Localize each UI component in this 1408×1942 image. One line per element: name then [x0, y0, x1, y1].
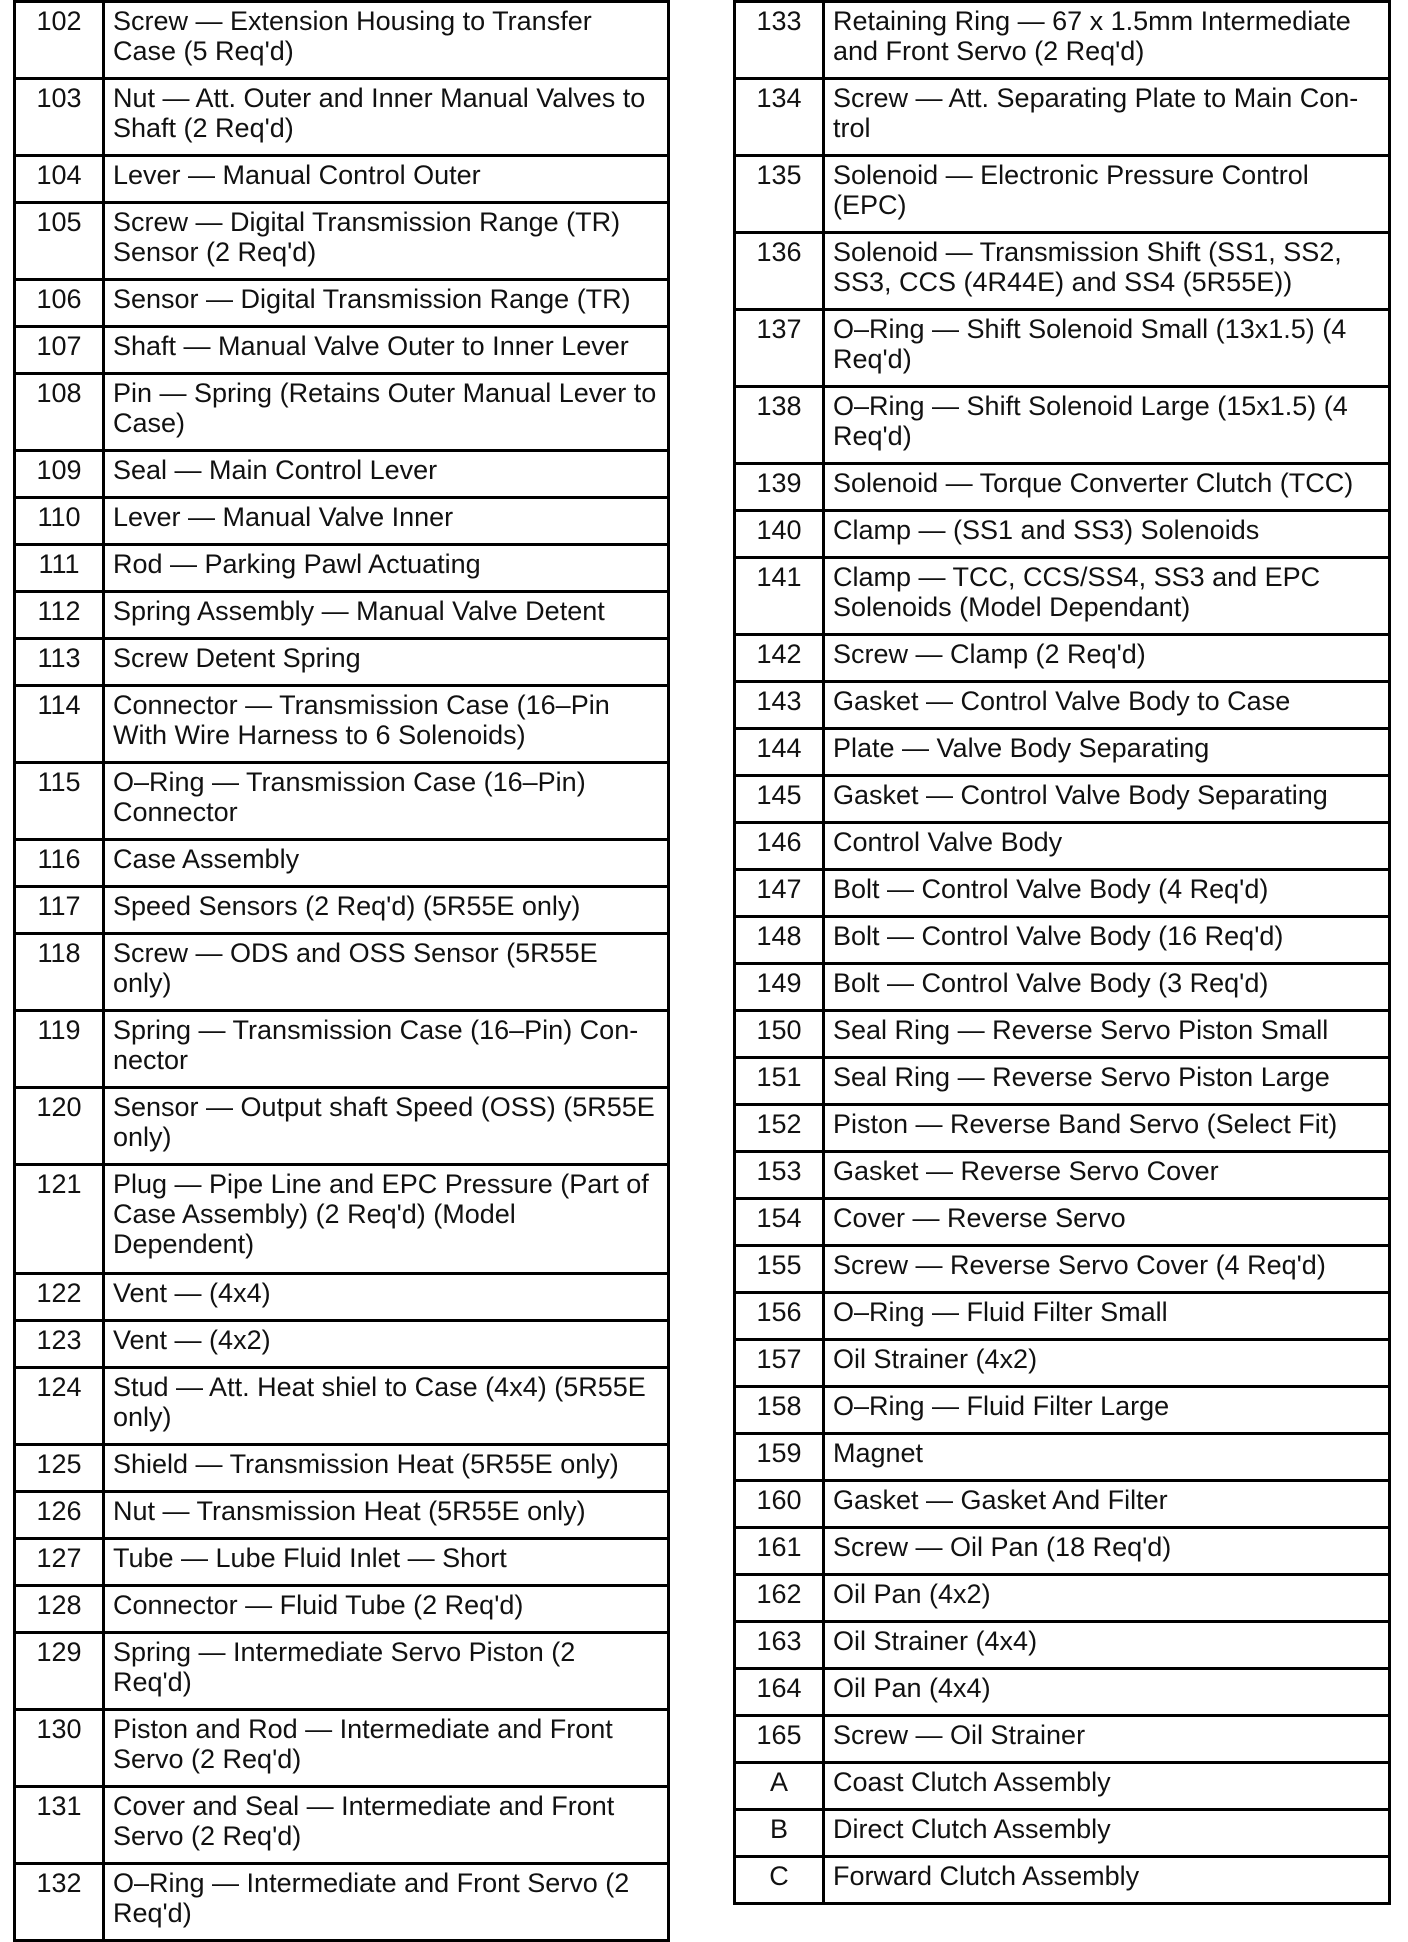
part-number: 144 [735, 729, 824, 776]
table-row [15, 1586, 669, 1633]
part-number: 147 [735, 870, 824, 917]
part-number: 108 [15, 374, 104, 451]
part-number: 109 [15, 451, 104, 498]
part-number: 160 [735, 1481, 824, 1528]
part-number: 151 [735, 1058, 824, 1105]
table-row [735, 729, 1390, 776]
part-description: Speed Sensors (2 Req'd) (5R55E only) [104, 887, 669, 934]
part-number: 124 [15, 1368, 104, 1445]
part-description: Lever — Manual Valve Inner [104, 498, 669, 545]
part-description: Rod — Parking Pawl Actuating [104, 545, 669, 592]
part-number: 122 [15, 1274, 104, 1321]
table-row [735, 2, 1390, 79]
part-number: 164 [735, 1669, 824, 1716]
part-number: 150 [735, 1011, 824, 1058]
part-number: B [735, 1810, 824, 1857]
part-number: 140 [735, 511, 824, 558]
part-description: Control Valve Body [824, 823, 1390, 870]
part-description: Piston and Rod — Intermediate and Front Servo (2 Req'd) [104, 1710, 669, 1787]
table-row [735, 156, 1390, 233]
part-description: O–Ring — Fluid Filter Large [824, 1387, 1390, 1434]
part-description: Vent — (4x2) [104, 1321, 669, 1368]
part-number: 110 [15, 498, 104, 545]
part-number: 135 [735, 156, 824, 233]
part-description: Screw — Extension Housing to Transfer Case (5 Req'd) [104, 2, 669, 79]
part-number: 136 [735, 233, 824, 310]
part-description: Sensor — Output shaft Speed (OSS) (5R55E only) [104, 1088, 669, 1165]
part-description: Connector — Fluid Tube (2 Req'd) [104, 1586, 669, 1633]
part-description: O–Ring — Transmission Case (16–Pin) Connector [104, 763, 669, 840]
part-number: 113 [15, 639, 104, 686]
part-number: 105 [15, 203, 104, 280]
part-description: Gasket — Control Valve Body Separating [824, 776, 1390, 823]
table-row [15, 1445, 669, 1492]
table-row [735, 387, 1390, 464]
part-description: Bolt — Control Valve Body (16 Req'd) [824, 917, 1390, 964]
table-row [735, 1716, 1390, 1763]
table-row [15, 498, 669, 545]
table-row [735, 1152, 1390, 1199]
part-number: A [735, 1763, 824, 1810]
part-description: Nut — Transmission Heat (5R55E only) [104, 1492, 669, 1539]
part-number: 111 [15, 545, 104, 592]
part-number: 127 [15, 1539, 104, 1586]
part-description: Oil Strainer (4x4) [824, 1622, 1390, 1669]
part-description: O–Ring — Fluid Filter Small [824, 1293, 1390, 1340]
parts-table-left [13, 0, 670, 1942]
part-description: Screw Detent Spring [104, 639, 669, 686]
table-row [15, 79, 669, 156]
part-number: 155 [735, 1246, 824, 1293]
table-row [735, 558, 1390, 635]
table-row [735, 823, 1390, 870]
table-row [15, 639, 669, 686]
part-number: 114 [15, 686, 104, 763]
part-description: Stud — Att. Heat shiel to Case (4x4) (5R55E only) [104, 1368, 669, 1445]
part-number: 132 [15, 1864, 104, 1941]
table-row [15, 1787, 669, 1864]
table-row [735, 1293, 1390, 1340]
part-description: Screw — Clamp (2 Req'd) [824, 635, 1390, 682]
table-row [15, 327, 669, 374]
table-row [735, 1105, 1390, 1152]
part-description: Clamp — TCC, CCS/SS4, SS3 and EPC Solenoids (Model Dependant) [824, 558, 1390, 635]
part-number: 115 [15, 763, 104, 840]
table-row [735, 1763, 1390, 1810]
table-row [15, 1864, 669, 1941]
part-number: 137 [735, 310, 824, 387]
part-number: 143 [735, 682, 824, 729]
part-number: 133 [735, 2, 824, 79]
table-row [735, 1669, 1390, 1716]
part-description: Vent — (4x4) [104, 1274, 669, 1321]
part-number: 141 [735, 558, 824, 635]
part-description: Screw — Digital Transmission Range (TR) Sensor (2 Req'd) [104, 203, 669, 280]
table-row [735, 1810, 1390, 1857]
table-row [735, 1622, 1390, 1669]
table-row [15, 1321, 669, 1368]
table-row [15, 686, 669, 763]
table-row [735, 1199, 1390, 1246]
part-number: 116 [15, 840, 104, 887]
part-description: Coast Clutch Assembly [824, 1763, 1390, 1810]
part-description: Sensor — Digital Transmission Range (TR) [104, 280, 669, 327]
part-description: Seal Ring — Reverse Servo Piston Small [824, 1011, 1390, 1058]
part-number: 159 [735, 1434, 824, 1481]
part-description: Cover — Reverse Servo [824, 1199, 1390, 1246]
part-description: Oil Pan (4x4) [824, 1669, 1390, 1716]
table-row [735, 870, 1390, 917]
table-row [15, 1492, 669, 1539]
part-description: Pin — Spring (Retains Outer Manual Lever to Case) [104, 374, 669, 451]
part-description: Solenoid — Electronic Pressure Control (EPC) [824, 156, 1390, 233]
part-description: Oil Strainer (4x2) [824, 1340, 1390, 1387]
part-number: 117 [15, 887, 104, 934]
part-description: Oil Pan (4x2) [824, 1575, 1390, 1622]
part-number: 129 [15, 1633, 104, 1710]
table-row [735, 1575, 1390, 1622]
part-description: Forward Clutch Assembly [824, 1857, 1390, 1904]
part-number: C [735, 1857, 824, 1904]
table-row [735, 1058, 1390, 1105]
part-description: Screw — Att. Separating Plate to Main Con-trol [824, 79, 1390, 156]
table-row [735, 1528, 1390, 1575]
part-number: 142 [735, 635, 824, 682]
part-number: 130 [15, 1710, 104, 1787]
part-description: Gasket — Control Valve Body to Case [824, 682, 1390, 729]
part-number: 161 [735, 1528, 824, 1575]
part-description: Plate — Valve Body Separating [824, 729, 1390, 776]
table-row [735, 464, 1390, 511]
part-description: Seal — Main Control Lever [104, 451, 669, 498]
table-row [15, 545, 669, 592]
part-number: 128 [15, 1586, 104, 1633]
part-number: 104 [15, 156, 104, 203]
part-number: 157 [735, 1340, 824, 1387]
table-row [15, 156, 669, 203]
table-row [735, 1387, 1390, 1434]
part-number: 125 [15, 1445, 104, 1492]
table-row [735, 1857, 1390, 1904]
table-row [735, 1434, 1390, 1481]
table-row [735, 1011, 1390, 1058]
part-description: Solenoid — Transmission Shift (SS1, SS2, SS3, CCS (4R44E) and SS4 (5R55E)) [824, 233, 1390, 310]
table-row [15, 1710, 669, 1787]
table-row [735, 310, 1390, 387]
table-row [15, 1274, 669, 1321]
table-row [735, 1481, 1390, 1528]
part-number: 146 [735, 823, 824, 870]
table-row [15, 451, 669, 498]
table-row [735, 964, 1390, 1011]
table-row [735, 1246, 1390, 1293]
part-description: Cover and Seal — Intermediate and Front Servo (2 Req'd) [104, 1787, 669, 1864]
table-row [15, 203, 669, 280]
part-number: 162 [735, 1575, 824, 1622]
part-number: 106 [15, 280, 104, 327]
part-description: Screw — Reverse Servo Cover (4 Req'd) [824, 1246, 1390, 1293]
part-description: Spring — Transmission Case (16–Pin) Con-nector [104, 1011, 669, 1088]
part-number: 119 [15, 1011, 104, 1088]
parts-table-right [733, 0, 1391, 1905]
part-number: 158 [735, 1387, 824, 1434]
table-row [15, 887, 669, 934]
table-row [15, 763, 669, 840]
part-description: Bolt — Control Valve Body (4 Req'd) [824, 870, 1390, 917]
table-row [735, 776, 1390, 823]
part-number: 139 [735, 464, 824, 511]
table-row [15, 934, 669, 1011]
part-number: 153 [735, 1152, 824, 1199]
part-description: Lever — Manual Control Outer [104, 156, 669, 203]
part-description: Screw — Oil Pan (18 Req'd) [824, 1528, 1390, 1575]
part-number: 148 [735, 917, 824, 964]
part-description: Shield — Transmission Heat (5R55E only) [104, 1445, 669, 1492]
part-number: 156 [735, 1293, 824, 1340]
table-row [735, 79, 1390, 156]
part-number: 103 [15, 79, 104, 156]
part-number: 163 [735, 1622, 824, 1669]
part-description: Gasket — Reverse Servo Cover [824, 1152, 1390, 1199]
table-row [15, 1011, 669, 1088]
table-row [735, 917, 1390, 964]
table-row [15, 592, 669, 639]
part-number: 138 [735, 387, 824, 464]
part-description: Spring Assembly — Manual Valve Detent [104, 592, 669, 639]
table-row [735, 1340, 1390, 1387]
part-number: 102 [15, 2, 104, 79]
part-number: 165 [735, 1716, 824, 1763]
table-row [735, 682, 1390, 729]
part-description: Seal Ring — Reverse Servo Piston Large [824, 1058, 1390, 1105]
part-number: 126 [15, 1492, 104, 1539]
part-description: Piston — Reverse Band Servo (Select Fit) [824, 1105, 1390, 1152]
part-description: Case Assembly [104, 840, 669, 887]
part-description: Retaining Ring — 67 x 1.5mm Intermediate and Front Servo (2 Req'd) [824, 2, 1390, 79]
part-number: 107 [15, 327, 104, 374]
part-description: Shaft — Manual Valve Outer to Inner Lever [104, 327, 669, 374]
part-description: O–Ring — Intermediate and Front Servo (2 Req'd) [104, 1864, 669, 1941]
part-number: 145 [735, 776, 824, 823]
part-description: Screw — Oil Strainer [824, 1716, 1390, 1763]
part-description: Gasket — Gasket And Filter [824, 1481, 1390, 1528]
part-description: Nut — Att. Outer and Inner Manual Valves to Shaft (2 Req'd) [104, 79, 669, 156]
part-number: 112 [15, 592, 104, 639]
part-description: Bolt — Control Valve Body (3 Req'd) [824, 964, 1390, 1011]
table-row [15, 1165, 669, 1274]
table-row [15, 374, 669, 451]
part-number: 121 [15, 1165, 104, 1274]
table-row [15, 840, 669, 887]
part-number: 118 [15, 934, 104, 1011]
table-row [735, 635, 1390, 682]
table-row [15, 280, 669, 327]
part-number: 134 [735, 79, 824, 156]
part-description: Spring — Intermediate Servo Piston (2 Req'd) [104, 1633, 669, 1710]
part-number: 123 [15, 1321, 104, 1368]
part-description: Magnet [824, 1434, 1390, 1481]
part-description: Solenoid — Torque Converter Clutch (TCC) [824, 464, 1390, 511]
part-description: Tube — Lube Fluid Inlet — Short [104, 1539, 669, 1586]
part-number: 131 [15, 1787, 104, 1864]
table-row [735, 511, 1390, 558]
table-row [735, 233, 1390, 310]
part-number: 120 [15, 1088, 104, 1165]
table-row [15, 1088, 669, 1165]
table-row [15, 1368, 669, 1445]
table-row [15, 1539, 669, 1586]
part-description: Direct Clutch Assembly [824, 1810, 1390, 1857]
part-description: Plug — Pipe Line and EPC Pressure (Part of Case Assembly) (2 Req'd) (Model Dependent) [104, 1165, 669, 1274]
part-description: Connector — Transmission Case (16–Pin With Wire Harness to 6 Solenoids) [104, 686, 669, 763]
part-number: 154 [735, 1199, 824, 1246]
part-number: 152 [735, 1105, 824, 1152]
part-description: Clamp — (SS1 and SS3) Solenoids [824, 511, 1390, 558]
part-number: 149 [735, 964, 824, 1011]
part-description: O–Ring — Shift Solenoid Small (13x1.5) (4 Req'd) [824, 310, 1390, 387]
table-row [15, 2, 669, 79]
table-row [15, 1633, 669, 1710]
part-description: O–Ring — Shift Solenoid Large (15x1.5) (4 Req'd) [824, 387, 1390, 464]
part-description: Screw — ODS and OSS Sensor (5R55E only) [104, 934, 669, 1011]
